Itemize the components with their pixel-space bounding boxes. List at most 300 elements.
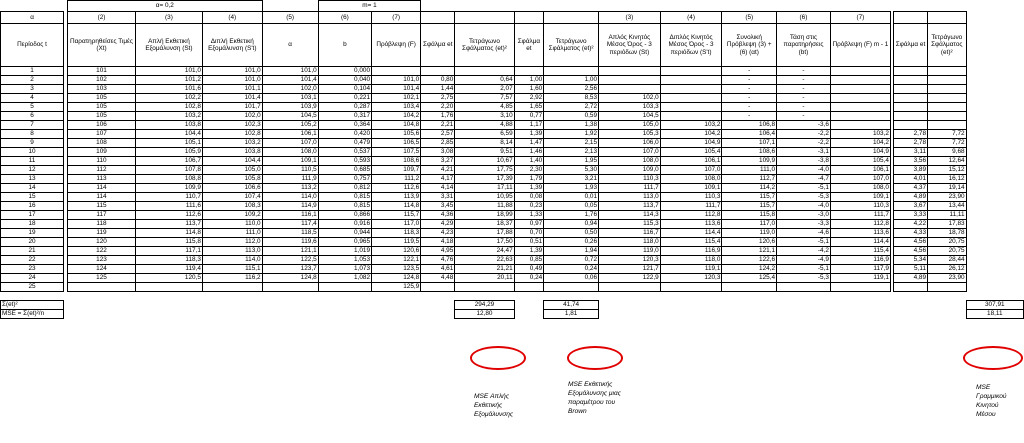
cell-forecast: 113,9 — [372, 193, 421, 202]
cell-a: 121,1 — [262, 247, 318, 256]
cell-b: 0,944 — [318, 229, 371, 238]
cell-b: 1,053 — [318, 256, 371, 265]
cell-sq-error2: 2,72 — [544, 103, 599, 112]
cell-dma3: 119,1 — [660, 265, 722, 274]
cell-forecast: 101,4 — [372, 85, 421, 94]
cell-forecast35: 115,7 — [722, 193, 777, 202]
cell-sma3: 109,0 — [599, 166, 661, 175]
hdr-error2: Σφάλμα et — [514, 24, 544, 67]
table-row — [1, 256, 1024, 265]
cell-sq-error3 — [928, 112, 967, 121]
cell-error3: 4,01 — [893, 175, 927, 184]
cell-double-exp: 110,0 — [202, 220, 262, 229]
cell-period: 16 — [1, 202, 64, 211]
cell-observed: 114 — [67, 193, 135, 202]
cell-double-exp: 112,0 — [202, 238, 262, 247]
cell-sq-error3 — [928, 76, 967, 85]
cell-forecast: 102,1 — [372, 94, 421, 103]
cell-error1: 3,45 — [421, 202, 455, 211]
colnum: (6) — [318, 12, 371, 24]
cell-sma3 — [599, 76, 661, 85]
cell-error2: 0,77 — [514, 112, 544, 121]
cell-sq-error3: 20,75 — [928, 238, 967, 247]
cell-sq-error3: 26,12 — [928, 265, 967, 274]
cell-forecast: 112,6 — [372, 184, 421, 193]
cell-forecast: 105,6 — [372, 130, 421, 139]
cell-period: 24 — [1, 274, 64, 283]
cell-trend: - — [777, 85, 831, 94]
summary-value: 12,80 — [455, 310, 514, 319]
cell-error1: 2,57 — [421, 130, 455, 139]
alpha-param: α= 0,2 — [67, 1, 262, 12]
cell-sq-error3: 11,11 — [928, 211, 967, 220]
cell-forecast35: 107,1 — [722, 139, 777, 148]
cell-sq-error1: 0,64 — [455, 76, 514, 85]
cell-double-exp: 109,2 — [202, 211, 262, 220]
cell-sq-error2: 0,94 — [544, 220, 599, 229]
cell-error3: 4,89 — [893, 193, 927, 202]
cell-forecast35: 115,7 — [722, 202, 777, 211]
cell-single-exp: 102,2 — [136, 94, 203, 103]
cell-error2: 0,51 — [514, 238, 544, 247]
mse-label: MSE = Σ(et)²/n — [1, 310, 64, 319]
table-row — [1, 112, 1024, 121]
cell-a: 114,9 — [262, 202, 318, 211]
cell-sma3: 105,0 — [599, 121, 661, 130]
colnum: (7) — [372, 12, 421, 24]
cell-single-exp: 107,8 — [136, 166, 203, 175]
cell-dma3 — [660, 85, 722, 94]
cell-error3 — [893, 121, 927, 130]
cell-a: 105,2 — [262, 121, 318, 130]
cell-sq-error1 — [455, 67, 514, 76]
cell-forecast: 114,8 — [372, 202, 421, 211]
cell-trend: -2,2 — [777, 139, 831, 148]
cell-error3 — [893, 67, 927, 76]
cell-single-exp: 114,8 — [136, 229, 203, 238]
cell-sq-error2: 0,72 — [544, 256, 599, 265]
cell-b: 0,965 — [318, 238, 371, 247]
cell-sq-error2: 1,93 — [544, 184, 599, 193]
cell-observed: 105 — [67, 112, 135, 121]
cell-double-exp: 104,4 — [202, 157, 262, 166]
cell-observed: 112 — [67, 166, 135, 175]
cell-sma3: 113,7 — [599, 202, 661, 211]
cell-error2: 1,39 — [514, 247, 544, 256]
table-row — [1, 76, 1024, 85]
cell-forecast35: 117,0 — [722, 220, 777, 229]
cell-sq-error3: 18,78 — [928, 229, 967, 238]
cell-period: 4 — [1, 94, 64, 103]
cell-error1: 4,61 — [421, 265, 455, 274]
cell-error3: 4,56 — [893, 247, 927, 256]
cell-error3 — [893, 85, 927, 94]
cell-double-exp: 103,2 — [202, 139, 262, 148]
hdr-sq-error1: Τετράγωνο Σφάλματος (et)² — [455, 24, 514, 67]
cell-double-exp: 102,0 — [202, 112, 262, 121]
cell-error2: 1,79 — [514, 175, 544, 184]
cell-double-exp: 101,0 — [202, 76, 262, 85]
cell-sq-error1: 11,88 — [455, 202, 514, 211]
table-row — [1, 148, 1024, 157]
sum-label: Σ(et)² — [1, 301, 64, 310]
cell-double-exp: 116,2 — [202, 274, 262, 283]
cell-a: 124,8 — [262, 274, 318, 283]
cell-error1: 4,17 — [421, 175, 455, 184]
cell-a: 108,0 — [262, 148, 318, 157]
cell-period: 17 — [1, 211, 64, 220]
cell-error3: 4,37 — [893, 184, 927, 193]
cell-trend: -3,6 — [777, 121, 831, 130]
cell-observed: 117 — [67, 211, 135, 220]
cell-sma3: 108,0 — [599, 157, 661, 166]
cell-sq-error2: 0,50 — [544, 229, 599, 238]
cell-forecast35: 106,4 — [722, 130, 777, 139]
cell-a: 110,5 — [262, 166, 318, 175]
cell-dma3: 112,8 — [660, 211, 722, 220]
cell-trend: -3,8 — [777, 157, 831, 166]
table-row — [1, 274, 1024, 283]
cell-sq-error2: 2,56 — [544, 85, 599, 94]
cell-trend: - — [777, 103, 831, 112]
cell-error3 — [893, 94, 927, 103]
cell-dma3 — [660, 283, 722, 292]
cell-forecast: 111,2 — [372, 175, 421, 184]
cell-sq-error2: 1,76 — [544, 211, 599, 220]
table-row — [1, 139, 1024, 148]
cell-trend: -4,9 — [777, 256, 831, 265]
cell-forecast35: 119,0 — [722, 229, 777, 238]
cell-double-exp: 106,6 — [202, 184, 262, 193]
cell-forecast-m1: 115,4 — [830, 247, 890, 256]
cell-error3: 3,33 — [893, 211, 927, 220]
cell-forecast: 101,0 — [372, 76, 421, 85]
cell-observed: 120 — [67, 238, 135, 247]
cell-sq-error2: 2,13 — [544, 148, 599, 157]
cell-b: 0,815 — [318, 193, 371, 202]
cell-sq-error1: 17,88 — [455, 229, 514, 238]
cell-dma3: 116,9 — [660, 247, 722, 256]
hdr-b: b — [318, 24, 371, 67]
cell-sq-error3 — [928, 283, 967, 292]
hdr-single-exp: Απλή Εκθετική Εξομάλυνση (St) — [136, 24, 203, 67]
cell-error1: 2,21 — [421, 121, 455, 130]
cell-sq-error3: 7,72 — [928, 130, 967, 139]
cell-a: 109,1 — [262, 157, 318, 166]
cell-forecast-m1: 116,9 — [830, 256, 890, 265]
cell-observed: 125 — [67, 274, 135, 283]
cell-error2: 1,39 — [514, 184, 544, 193]
cell-single-exp: 105,9 — [136, 148, 203, 157]
cell-trend: -5,1 — [777, 265, 831, 274]
cell-forecast-m1: 114,4 — [830, 238, 890, 247]
cell-error1: 4,29 — [421, 220, 455, 229]
cell-sq-error2: 1,38 — [544, 121, 599, 130]
cell-dma3 — [660, 112, 722, 121]
cell-sq-error2: 8,53 — [544, 94, 599, 103]
cell-b: 0,812 — [318, 184, 371, 193]
cell-forecast: 125,9 — [372, 283, 421, 292]
cell-dma3: 114,4 — [660, 229, 722, 238]
cell-period: 8 — [1, 130, 64, 139]
cell-dma3: 120,3 — [660, 274, 722, 283]
cell-forecast35: 121,1 — [722, 247, 777, 256]
cell-dma3: 109,1 — [660, 184, 722, 193]
cell-double-exp: 113,0 — [202, 247, 262, 256]
cell-error3: 2,78 — [893, 130, 927, 139]
colnum: (3) — [136, 12, 203, 24]
cell-double-exp: 103,8 — [202, 148, 262, 157]
mse2-highlight — [567, 346, 623, 370]
cell-sq-error2: 5,30 — [544, 166, 599, 175]
cell-forecast-m1: 104,9 — [830, 148, 890, 157]
cell-single-exp: 104,4 — [136, 130, 203, 139]
cell-forecast: 103,4 — [372, 103, 421, 112]
note-mse-brown: MSE Εκθετικής Εξομάλυνσης μιας παραμέτρου του Brown — [568, 381, 621, 415]
summary-value: 1,81 — [544, 310, 599, 319]
cell-error1: 4,95 — [421, 247, 455, 256]
cell-forecast35: 114,2 — [722, 184, 777, 193]
summary-value: 307,91 — [966, 301, 1023, 310]
cell-sma3: 118,0 — [599, 238, 661, 247]
hdr-a: α — [262, 24, 318, 67]
table-row — [1, 184, 1024, 193]
cell-forecast-m1 — [830, 112, 890, 121]
cell-trend: -3,0 — [777, 211, 831, 220]
cell-period: 13 — [1, 175, 64, 184]
cell-forecast: 120,6 — [372, 247, 421, 256]
cell-error1: 2,75 — [421, 94, 455, 103]
cell-sma3: 106,0 — [599, 139, 661, 148]
hdr-observed: Παρατηρηθείσες Τιμές (Xt) — [67, 24, 135, 67]
table-row — [1, 211, 1024, 220]
table-row — [1, 283, 1024, 292]
cell-sma3 — [599, 85, 661, 94]
cell-period: 10 — [1, 148, 64, 157]
cell-a: 103,1 — [262, 94, 318, 103]
cell-forecast-m1: 103,2 — [830, 130, 890, 139]
cell-dma3 — [660, 67, 722, 76]
mse1-highlight — [470, 346, 526, 370]
cell-forecast-m1: 107,0 — [830, 175, 890, 184]
cell-dma3: 104,2 — [660, 130, 722, 139]
cell-single-exp: 106,7 — [136, 157, 203, 166]
cell-sq-error3: 23,90 — [928, 193, 967, 202]
cell-sq-error2: 1,92 — [544, 130, 599, 139]
cell-sq-error1: 6,59 — [455, 130, 514, 139]
cell-error1: 4,48 — [421, 274, 455, 283]
cell-forecast: 104,2 — [372, 112, 421, 121]
cell-forecast35: - — [722, 103, 777, 112]
cell-forecast-m1: 119,1 — [830, 274, 890, 283]
cell-forecast-m1: 108,0 — [830, 184, 890, 193]
hdr-sq-error3: Τετράγωνο Σφάλματος (et)² — [928, 24, 967, 67]
cell-sq-error1: 17,11 — [455, 184, 514, 193]
cell-error1: 1,44 — [421, 85, 455, 94]
cell-sq-error3: 9,68 — [928, 148, 967, 157]
cell-error1: 4,14 — [421, 184, 455, 193]
cell-forecast-m1 — [830, 121, 890, 130]
table-row — [1, 238, 1024, 247]
cell-observed: 113 — [67, 175, 135, 184]
cell-sq-error3: 15,12 — [928, 166, 967, 175]
cell-single-exp: 120,5 — [136, 274, 203, 283]
cell-error1: 4,76 — [421, 256, 455, 265]
cell-error1: 1,76 — [421, 112, 455, 121]
cell-trend: - — [777, 67, 831, 76]
cell-observed: 114 — [67, 184, 135, 193]
cell-sma3 — [599, 67, 661, 76]
cell-forecast35: 111,0 — [722, 166, 777, 175]
cell-observed: 124 — [67, 265, 135, 274]
cell-single-exp: 101,0 — [136, 67, 203, 76]
cell-sma3: 120,3 — [599, 256, 661, 265]
cell-trend: -5,1 — [777, 238, 831, 247]
cell-trend: -4,7 — [777, 175, 831, 184]
cell-b: 1,073 — [318, 265, 371, 274]
cell-sq-error1: 4,88 — [455, 121, 514, 130]
note-mse-ma: MSE Γραμμικού Κινητού Μέσου — [976, 384, 1007, 418]
cell-sq-error3: 12,64 — [928, 157, 967, 166]
cell-sq-error1: 2,07 — [455, 85, 514, 94]
cell-a: 123,7 — [262, 265, 318, 274]
cell-trend: -5,3 — [777, 274, 831, 283]
hdr-forecast35: Συνολική Πρόβλεψη (3) + (6) (αt) — [722, 24, 777, 67]
cell-sq-error2: 0,06 — [544, 274, 599, 283]
cell-error2: 0,97 — [514, 220, 544, 229]
cell-single-exp: 103,8 — [136, 121, 203, 130]
cell-trend: -2,2 — [777, 130, 831, 139]
cell-single-exp: 105,1 — [136, 139, 203, 148]
cell-single-exp: 102,8 — [136, 103, 203, 112]
cell-sq-error2: 0,01 — [544, 193, 599, 202]
cell-error1: 4,18 — [421, 238, 455, 247]
cell-double-exp: 102,8 — [202, 130, 262, 139]
cell-error1: 3,08 — [421, 148, 455, 157]
cell-sma3: 119,0 — [599, 247, 661, 256]
cell-trend: - — [777, 112, 831, 121]
cell-sma3: 115,3 — [599, 220, 661, 229]
cell-period: 14 — [1, 184, 64, 193]
cell-observed: 107 — [67, 130, 135, 139]
cell-double-exp: 111,0 — [202, 229, 262, 238]
hdr-forecast-m1: Πρόβλεψη (F) m - 1 — [830, 24, 890, 67]
cell-b: 0,420 — [318, 130, 371, 139]
table-row — [1, 175, 1024, 184]
cell-observed: 122 — [67, 247, 135, 256]
colnum: (6) — [777, 12, 831, 24]
cell-dma3 — [660, 103, 722, 112]
cell-error3: 3,89 — [893, 166, 927, 175]
cell-dma3: 110,3 — [660, 193, 722, 202]
cell-observed: 101 — [67, 67, 135, 76]
cell-forecast-m1: 110,3 — [830, 202, 890, 211]
cell-error2: 0,70 — [514, 229, 544, 238]
cell-observed: 110 — [67, 157, 135, 166]
cell-observed: 108 — [67, 139, 135, 148]
cell-error2: 1,40 — [514, 157, 544, 166]
cell-sq-error2: 1,95 — [544, 157, 599, 166]
cell-b: 0,537 — [318, 148, 371, 157]
cell-sq-error2 — [544, 67, 599, 76]
cell-forecast: 122,1 — [372, 256, 421, 265]
cell-error2: 0,23 — [514, 202, 544, 211]
cell-dma3: 107,0 — [660, 166, 722, 175]
cell-forecast — [372, 67, 421, 76]
table-row — [1, 67, 1024, 76]
cell-sma3: 113,0 — [599, 193, 661, 202]
cell-forecast: 123,5 — [372, 265, 421, 274]
cell-period: 19 — [1, 229, 64, 238]
cell-period: 15 — [1, 193, 64, 202]
cell-error2: 1,33 — [514, 211, 544, 220]
table-row — [1, 247, 1024, 256]
cell-sq-error3: 28,44 — [928, 256, 967, 265]
cell-sq-error1: 18,37 — [455, 220, 514, 229]
hdr-sma3: Απλός Κινητός Μέσος Όρος - 3 περιόδων (St) — [599, 24, 661, 67]
cell-trend: -4,2 — [777, 247, 831, 256]
cell-error3: 2,78 — [893, 139, 927, 148]
cell-error3: 4,33 — [893, 229, 927, 238]
alpha-col-label: α — [1, 12, 64, 24]
cell-period: 7 — [1, 121, 64, 130]
cell-a: 102,0 — [262, 85, 318, 94]
table-row — [1, 130, 1024, 139]
table-row — [1, 265, 1024, 274]
cell-trend: -4,0 — [777, 202, 831, 211]
cell-b: 0,479 — [318, 139, 371, 148]
cell-sq-error2: 1,00 — [544, 76, 599, 85]
cell-sq-error2: 0,05 — [544, 202, 599, 211]
note-mse-single: MSE Απλής Εκθετικής Εξομάλυνσης — [474, 393, 514, 418]
cell-double-exp: 102,3 — [202, 121, 262, 130]
cell-sq-error3 — [928, 94, 967, 103]
cell-trend: -3,3 — [777, 220, 831, 229]
hdr-trend: Τάση στις παρατηρήσεις (bt) — [777, 24, 831, 67]
cell-a: 101,0 — [262, 67, 318, 76]
cell-error3: 4,22 — [893, 220, 927, 229]
colnum: (7) — [830, 12, 890, 24]
cell-sma3: 122,9 — [599, 274, 661, 283]
cell-sma3: 102,0 — [599, 94, 661, 103]
cell-b: 0,593 — [318, 157, 371, 166]
cell-error1 — [421, 67, 455, 76]
cell-error1: 4,36 — [421, 211, 455, 220]
cell-observed — [67, 283, 135, 292]
m-param: m= 1 — [318, 1, 421, 12]
summary-value: 294,29 — [455, 301, 514, 310]
cell-forecast-m1: 104,2 — [830, 139, 890, 148]
cell-forecast35: - — [722, 67, 777, 76]
cell-period: 1 — [1, 67, 64, 76]
cell-single-exp: 108,8 — [136, 175, 203, 184]
cell-period: 6 — [1, 112, 64, 121]
cell-b: 0,104 — [318, 85, 371, 94]
cell-period: 3 — [1, 85, 64, 94]
cell-sma3: 107,0 — [599, 148, 661, 157]
table-row — [1, 94, 1024, 103]
cell-sq-error1: 24,47 — [455, 247, 514, 256]
cell-period: 25 — [1, 283, 64, 292]
cell-single-exp: 110,7 — [136, 193, 203, 202]
cell-single-exp: 117,1 — [136, 247, 203, 256]
cell-sq-error3: 19,14 — [928, 184, 967, 193]
cell-error2: 1,46 — [514, 148, 544, 157]
cell-single-exp — [136, 283, 203, 292]
cell-single-exp: 112,6 — [136, 211, 203, 220]
cell-forecast: 118,3 — [372, 229, 421, 238]
cell-sq-error3 — [928, 103, 967, 112]
